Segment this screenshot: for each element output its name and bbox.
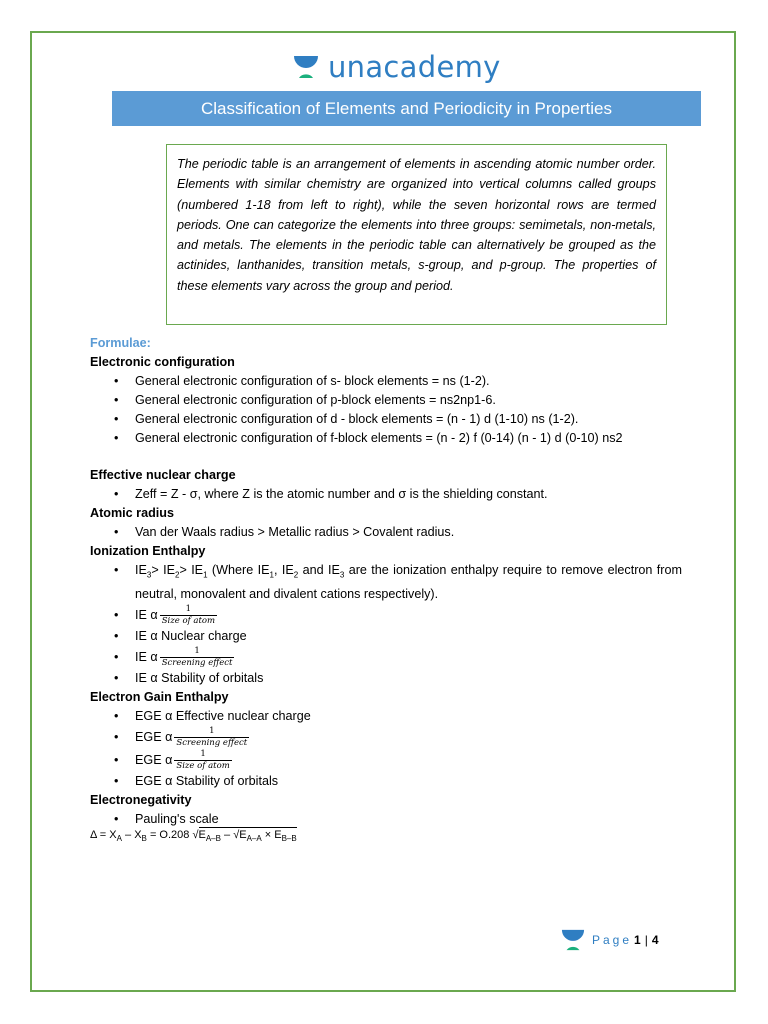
list-item: • IE α $\frac{1}{\text{Screening effect}}$: [90, 646, 682, 669]
main-content: [90, 334, 682, 843]
section-heading-effective-nuclear-charge: Effective nuclear charge: [90, 468, 236, 482]
electronegativity-list: [90, 810, 682, 829]
list-item: • EGE α $\frac{1}{\text{Size of atom}}$: [90, 749, 682, 772]
effective-nuclear-charge-list: [90, 485, 682, 504]
list-item: • General electronic configuration of s- block elements = ns (1-2).: [90, 372, 682, 391]
intro-box: The periodic table is an arrangement of elements in ascending atomic number order. Elements with similar chemistry are organized into vertical columns called groups (numbered 1-18 from left to right), while the seven horizontal rows are termed periods. One can categorize the elements into three groups: semimetals, non-metals, and metals. The elements in the periodic table can alternatively be grouped as the actinides, lanthanides, transition metals, s-group, and p-group. The properties of these elements vary across the group and period.: [166, 144, 667, 325]
list-item: • Pauling's scale: [90, 810, 682, 829]
list-item: • EGE α Effective nuclear charge: [90, 707, 682, 726]
list-item: • IE α Nuclear charge: [90, 627, 682, 646]
section-heading-ionization-enthalpy: Ionization Enthalpy: [90, 544, 206, 558]
page-separator: |: [644, 933, 648, 947]
fraction: $\frac{1}{\text{Size of atom}}$: [176, 749, 230, 772]
page-title: Classification of Elements and Periodicity in Properties: [112, 91, 701, 126]
brand-name: unacademy: [328, 50, 501, 84]
section-heading-electron-gain-enthalpy: Electron Gain Enthalpy: [90, 689, 229, 704]
page-total: 4: [651, 933, 659, 947]
page-footer: [560, 928, 659, 952]
list-item: • IE α $\frac{1}{\text{Size of atom}}$: [90, 604, 682, 627]
fraction: $\frac{1}{\text{Screening effect}}$: [161, 645, 233, 668]
section-heading-electronegativity: Electronegativity: [90, 793, 192, 808]
electron-gain-enthalpy-list: [90, 707, 682, 791]
section-heading-electronic-configuration: Electronic configuration: [90, 355, 235, 369]
fraction: $\frac{1}{\text{Size of atom}}$: [161, 603, 216, 626]
list-item: • General electronic configuration of p-block elements = ns2np1-6.: [90, 391, 682, 410]
logo: [292, 51, 501, 83]
atomic-radius-list: [90, 523, 682, 542]
list-item: • Zeff = Z - σ, where Z is the atomic number and σ is the shielding constant.: [90, 485, 682, 504]
electronic-configuration-list: [90, 372, 682, 448]
list-item: • Van der Waals radius > Metallic radius > Covalent radius.: [90, 523, 682, 542]
section-heading-atomic-radius: Atomic radius: [90, 506, 174, 520]
list-item: • EGE α $\frac{1}{\text{Screening effect}}$: [90, 726, 682, 749]
fraction: $\frac{1}{\text{Screening effect}}$: [176, 726, 248, 749]
list-item: • IE α Stability of orbitals: [90, 669, 682, 688]
list-item: • $IE_3> IE_2> IE_1$ (Where $IE_1$, $IE_2$ and $IE_3$ are the ionization enthalpy require to remove electron from neutral, monovalent and divalent cations respectively).: [90, 561, 682, 604]
page-label: Page: [592, 933, 633, 947]
formulae-label: Formulae:: [90, 336, 151, 350]
unacademy-logo-icon: [292, 54, 320, 80]
list-item: • General electronic configuration of d - block elements = (n - 1) d (1-10) ns (1-2).: [90, 410, 682, 429]
page-number: 1: [634, 933, 641, 947]
unacademy-logo-icon: [560, 928, 586, 952]
list-item: • General electronic configuration of f-block elements = (n - 2) f (0-14) (n - 1) d (0-10) ns2: [90, 429, 682, 448]
ionization-enthalpy-list: [90, 561, 682, 688]
pauling-formula: $\Delta = X_A - X_B = O.208$ $√E_{A-B} - √E_{A-A} \times E_{B-B}$: [90, 829, 297, 844]
list-item: • EGE α Stability of orbitals: [90, 772, 682, 791]
